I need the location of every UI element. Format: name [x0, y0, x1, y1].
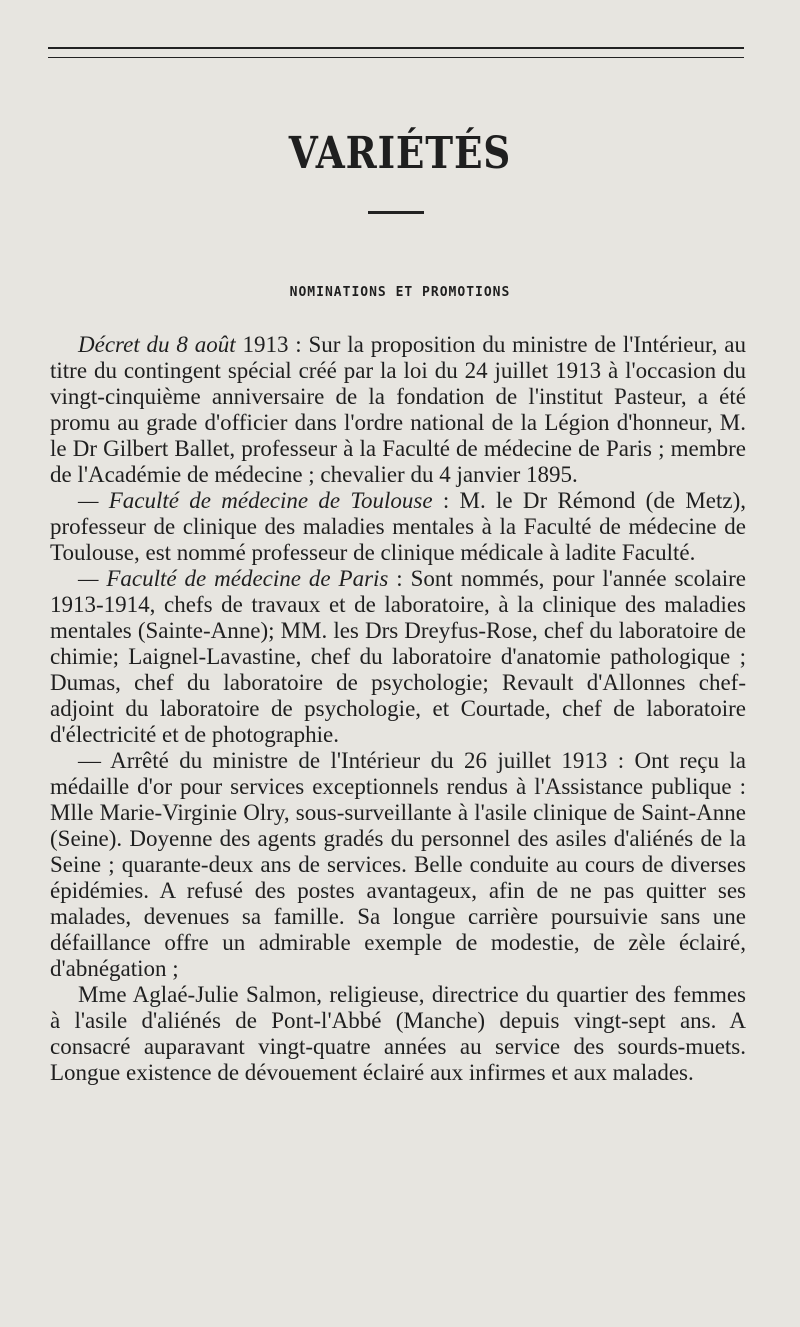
paragraph	[50, 488, 746, 566]
paragraph	[50, 566, 746, 748]
section-heading: NOMINATIONS ET PROMOTIONS	[289, 285, 511, 300]
title-divider	[368, 211, 424, 214]
top-rule-thin	[48, 57, 744, 58]
paragraph-text: Mme Aglaé-Julie Salmon, religieuse, directrice du quartier des femmes à l'asile d'aliénés de Pont-l'Abbé (Manche) depuis vingt-sept ans. A consacré auparavant vingt-quatre années au service des sourds-muets. Longue existence de dévouement éclairé aux infirmes et aux malades.	[50, 982, 746, 1085]
article-body	[50, 332, 746, 1086]
paragraph	[50, 748, 746, 982]
paragraph-text: : M. le Dr Rémond (de Metz), professeur de clinique des maladies mentales à la Faculté de médecine de Toulouse, est nommé professeur de clinique médicale à ladite Faculté.	[50, 488, 746, 565]
paragraph	[50, 982, 746, 1086]
paragraph-text: : Sont nommés, pour l'année scolaire 1913-1914, chefs de travaux et de laboratoire, à la clinique des maladies mentales (Sainte-Anne); MM. les Drs Dreyfus-Rose, chef du laboratoire de chimie; Laignel-Lavastine, chef du laboratoire d'anatomie pathologique ; Dumas, chef du laboratoire de psychologie; Revault d'Allonnes chef-adjoint du laboratoire de psychologie, et Courtade, chef de laboratoire d'électricité et de photographie.	[50, 566, 746, 747]
paragraph-text: — Arrêté du ministre de l'Intérieur du 26 juillet 1913 : Ont reçu la médaille d'or pour services exceptionnels rendus à l'Assistance publique : Mlle Marie-Virginie Olry, sous-surveillante à l'asile clinique de Saint-Anne (Seine). Doyenne des agents gradés du personnel des asiles d'aliénés de la Seine ; quarante-deux ans de services. Belle conduite au cours de diverses épidémies. A refusé des postes avantageux, afin de ne pas quitter ses malades, devenues sa famille. Sa longue carrière poursuivie sans une défaillance offre un admirable exemple de modestie, de zèle éclairé, d'abnégation ;	[50, 748, 746, 981]
paragraph-text: 1913 : Sur la proposition du ministre de l'Intérieur, au titre du contingent spécial créé par la loi du 24 juillet 1913 à l'occasion du vingt-cinquième anniversaire de la fondation de l'institut Pasteur, a été promu au grade d'officier dans l'ordre national de la Légion d'honneur, M. le Dr Gilbert Ballet, professeur à la Faculté de médecine de Paris ; membre de l'Académie de médecine ; chevalier du 4 janvier 1895.	[50, 332, 746, 487]
paragraph-lead: Décret du 8 août	[78, 332, 236, 357]
top-rule	[48, 47, 744, 49]
paragraph-lead: — Faculté de médecine de Toulouse	[78, 488, 433, 513]
page-title: VARIÉTÉS	[288, 128, 512, 179]
paragraph	[50, 332, 746, 488]
paragraph-lead: — Faculté de médecine de Paris	[78, 566, 389, 591]
